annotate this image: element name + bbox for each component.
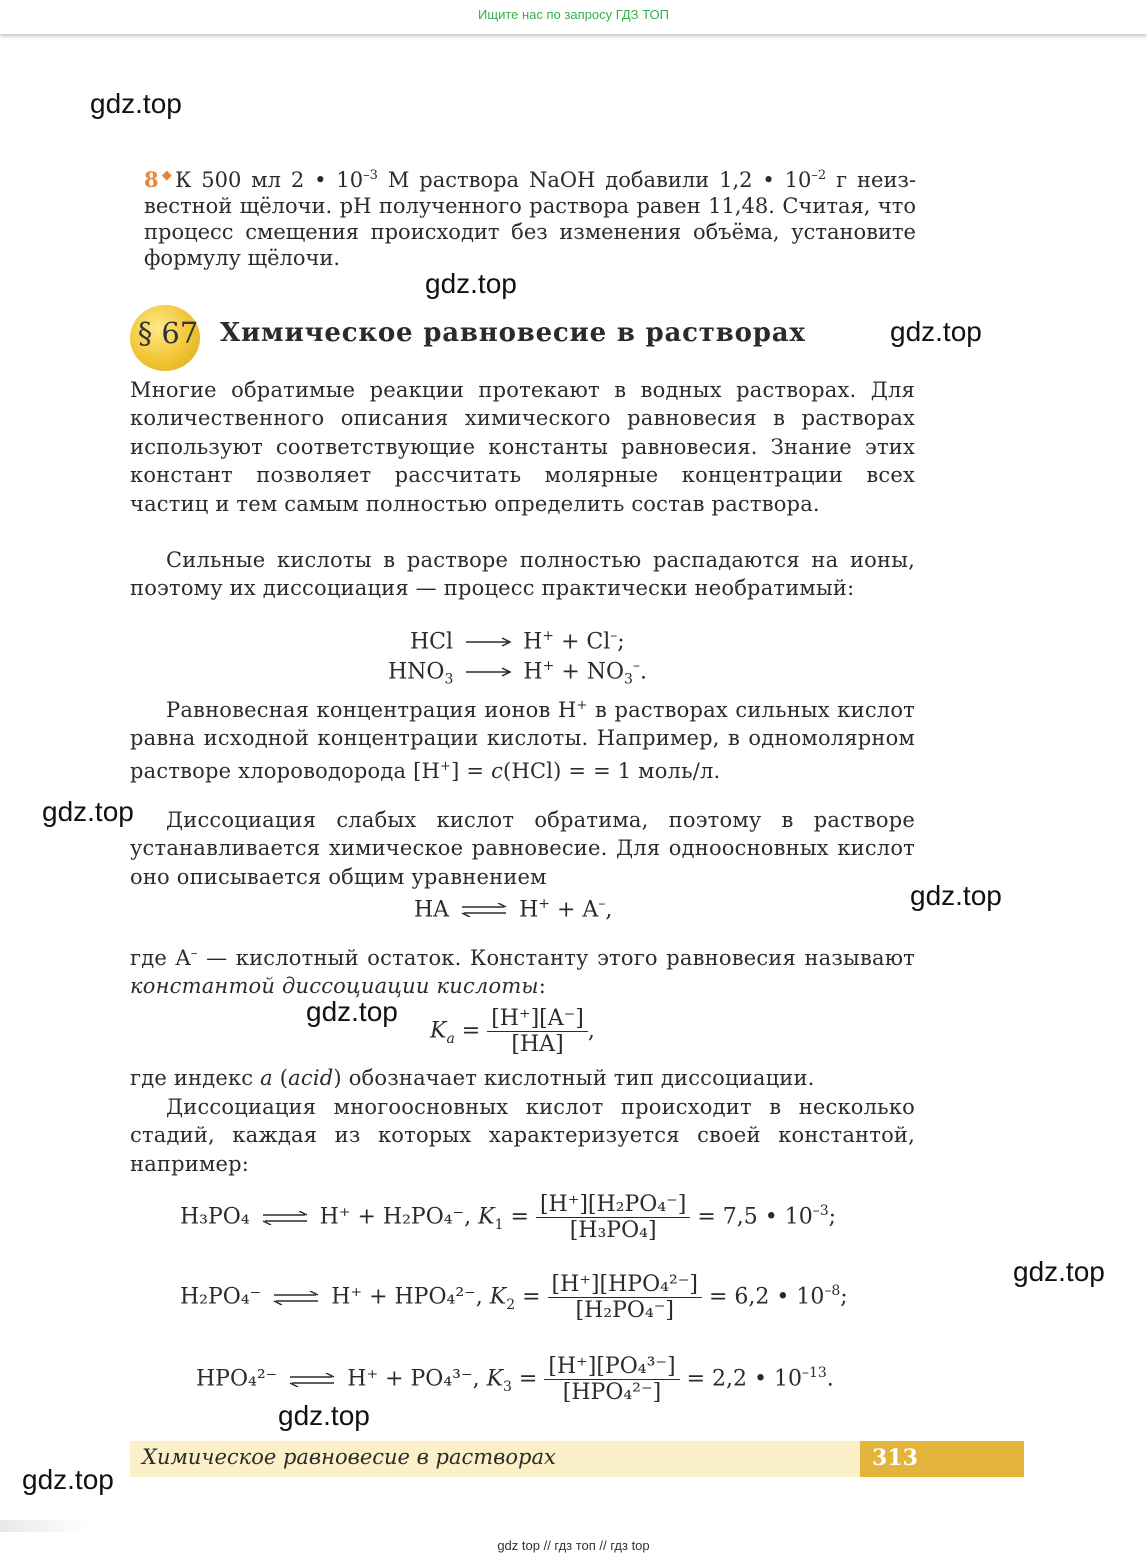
watermark: gdz.top — [1013, 1256, 1105, 1287]
equation-ha: HA H+ + A–, — [414, 896, 613, 923]
exercise-number: 8 — [144, 167, 159, 192]
equation-ka — [430, 1006, 595, 1057]
exponent: –13 — [801, 1365, 827, 1382]
footer-title: Химическое равновесие в растворах — [142, 1445, 556, 1469]
page-number: 313 — [872, 1445, 918, 1471]
eq-sub: 3 — [624, 671, 633, 688]
watermark: gdz.top — [22, 1464, 114, 1495]
paragraph-equilibrium-concentration — [130, 692, 915, 785]
paragraph-index-a — [130, 1064, 915, 1092]
exercise-text: г неиз- — [826, 168, 917, 192]
paragraph-intro: Многие обратимые реакции протекают в водных растворах. Для количественного описания химического равновесия в растворах используют соответствующие константы равновесия. Знание этих констант позволяет рассчитать молярные концентрации всех частиц и тем самым полностью определить состав раствора. — [130, 378, 915, 516]
text: где A — [130, 946, 191, 970]
k-value: = 7,5 • 10 — [697, 1204, 813, 1230]
k1-fraction — [536, 1192, 690, 1243]
eq-rhs: H⁺ + PO₄³⁻, — [347, 1366, 487, 1392]
text: ] = — [451, 758, 492, 783]
bottom-links[interactable]: gdz top // гдз топ // гдз top — [497, 1538, 650, 1553]
text: (HCl) = = 1 моль/л. — [503, 758, 721, 783]
exponent: –3 — [812, 1203, 829, 1220]
paragraph-strong-acids: Сильные кислоты в растворе полностью распадаются на ионы, поэтому их диссоциация — процесс практически необратимый: — [130, 548, 915, 601]
eq-sub: 3 — [444, 671, 454, 688]
exercise-text: М раствора NaOH добавили 1,2 • 10 — [377, 168, 812, 192]
search-banner[interactable] — [0, 0, 1147, 34]
eq-end: ; — [617, 629, 625, 655]
italic-text: acid — [288, 1066, 334, 1090]
eq-rhs: + NO — [554, 659, 625, 685]
arrow-right-icon — [464, 665, 512, 679]
exponent: –3 — [363, 168, 378, 183]
exercise-marker-icon: ◆ — [158, 168, 176, 183]
eq-lhs: HA — [414, 897, 450, 923]
sup: – — [190, 946, 198, 961]
eq-rhs: H⁺ + H₂PO₄⁻, — [319, 1204, 479, 1230]
k-symbol: K — [486, 1366, 504, 1392]
eq-lhs: H₃PO₄ — [180, 1204, 250, 1230]
eq-sup: – — [632, 658, 640, 674]
exponent: –2 — [811, 168, 827, 183]
equilibrium-arrow-icon — [261, 1211, 309, 1225]
banner-text[interactable]: Ищите нас по запросу ГДЗ ТОП — [478, 7, 669, 22]
eq-rhs: H — [523, 629, 543, 655]
k-value: = 2,2 • 10 — [686, 1366, 802, 1392]
watermark: gdz.top — [42, 796, 134, 827]
eq-end: . — [639, 659, 647, 685]
k-sub: 2 — [506, 1296, 516, 1313]
italic-text: c — [491, 758, 504, 783]
section-number: § 67 — [137, 316, 199, 350]
eq-end: ; — [828, 1204, 837, 1230]
eq-end: , — [587, 1018, 595, 1044]
equation-hcl: HCl H+ + Cl–; — [410, 628, 625, 655]
text: ( — [272, 1066, 289, 1090]
k3-fraction — [544, 1354, 679, 1405]
denominator: [HPO₄²⁻] — [562, 1380, 662, 1405]
exponent: –8 — [824, 1283, 841, 1300]
eq-lhs: HPO₄²⁻ — [196, 1366, 278, 1392]
arrow-right-icon — [464, 635, 512, 649]
exercise-text: вестной щёлочи. pH полученного раствора равен 11,48. Считая, что процесс смещения происходит без изменения объёма, установите формулу щёлочи. — [144, 194, 916, 270]
watermark: gdz.top — [306, 996, 398, 1027]
numerator: [H⁺][A⁻] — [487, 1006, 588, 1032]
equation-k2: H₂PO₄⁻ H⁺ + HPO₄²⁻, $K_2$ = $\frac{\text{[H⁺][HPO₄²⁻]}}{\text{[H₂PO₄⁻]}}$ = 6,2 • $10^{-8}$; — [180, 1272, 848, 1323]
denominator: [H₂PO₄⁻] — [575, 1298, 674, 1323]
watermark: gdz.top — [890, 316, 982, 347]
eq-lhs: HCl — [410, 629, 454, 655]
k-sub: 1 — [494, 1216, 504, 1233]
corner-shade — [0, 1520, 90, 1532]
text: — кислотный остаток. Константу этого равновесия называют — [197, 946, 915, 970]
numerator: [H⁺][HPO₄²⁻] — [548, 1272, 702, 1298]
sup: + — [440, 758, 452, 774]
section-title: Химическое равновесие в растворах — [220, 318, 806, 348]
eq-end: . — [826, 1366, 834, 1392]
equilibrium-arrow-icon — [288, 1373, 336, 1387]
text: где индекс — [130, 1066, 261, 1090]
exercise-8 — [144, 163, 916, 271]
denominator: [HA] — [511, 1032, 564, 1057]
eq-rhs: H⁺ + HPO₄²⁻, — [331, 1284, 490, 1310]
watermark: gdz.top — [278, 1400, 370, 1431]
denominator: [H₃PO₄] — [569, 1218, 657, 1243]
numerator: [H⁺][H₂PO₄⁻] — [536, 1192, 690, 1218]
exercise-text: К 500 мл 2 • 10 — [175, 168, 364, 192]
text: : — [538, 974, 547, 999]
eq-rhs: + Cl — [553, 629, 611, 655]
italic-text: a — [260, 1066, 273, 1090]
eq-end: , — [605, 897, 613, 923]
sup: + — [576, 698, 588, 713]
equation-hno3: $HNO_3$ $H^+ + NO_3^-$. — [388, 658, 647, 688]
equilibrium-arrow-icon — [460, 903, 508, 917]
k-sub: 3 — [503, 1378, 512, 1395]
k-symbol: K — [489, 1284, 507, 1310]
equilibrium-arrow-icon — [272, 1291, 320, 1305]
eq-rhs: H — [519, 897, 539, 923]
eq-lhs: HNO — [388, 659, 445, 685]
paragraph-weak-acids: Диссоциация слабых кислот обратима, поэтому в растворе устанавливается химическое равновесие. Для одноосновных кислот оно описывается общим уравнением — [130, 808, 915, 889]
watermark: gdz.top — [910, 880, 1002, 911]
italic-term: константой диссоциации кислоты — [130, 974, 539, 999]
watermark: gdz.top — [90, 88, 182, 119]
eq-rhs: H — [523, 659, 543, 685]
equation-k3: HPO₄²⁻ H⁺ + PO₄³⁻, $K_3$ = $\frac{\text{[H⁺][PO₄³⁻]}}{\text{[HPO₄²⁻]}}$ = 2,2 • $10^{-13}$. — [196, 1354, 834, 1405]
eq-rhs: + A — [550, 897, 599, 923]
paragraph-acid-residue — [130, 940, 915, 1001]
eq-sign: = — [454, 1018, 488, 1044]
text: в растворах сильных кислот равна исходной концентрации кислоты. Например, в одномолярном растворе хлороводорода [H — [130, 698, 915, 783]
k-sub: a — [446, 1030, 455, 1047]
numerator: [H⁺][PO₄³⁻] — [544, 1354, 679, 1380]
watermark: gdz.top — [425, 268, 517, 299]
text: ) обозначает кислотный тип диссоциации. — [333, 1066, 815, 1090]
eq-lhs: H₂PO₄⁻ — [180, 1284, 262, 1310]
k-symbol: K — [430, 1018, 447, 1044]
paragraph-polybasic-acids: Диссоциация многоосновных кислот происходит в несколько стадий, каждая из которых характеризуется своей константой, например: — [130, 1095, 915, 1176]
k2-fraction — [548, 1272, 702, 1323]
ka-fraction — [487, 1006, 588, 1057]
text: Равновесная концентрация ионов H — [166, 698, 577, 722]
eq-end: ; — [840, 1284, 848, 1310]
equation-k1: H₃PO₄ H⁺ + H₂PO₄⁻, $K_1$ = $\frac{\text{[H⁺][H₂PO₄⁻]}}{\text{[H₃PO₄]}}$ = 7,5 • $10^{-3}$; — [180, 1192, 837, 1243]
k-symbol: K — [478, 1204, 495, 1230]
k-value: = 6,2 • 10 — [708, 1284, 825, 1310]
